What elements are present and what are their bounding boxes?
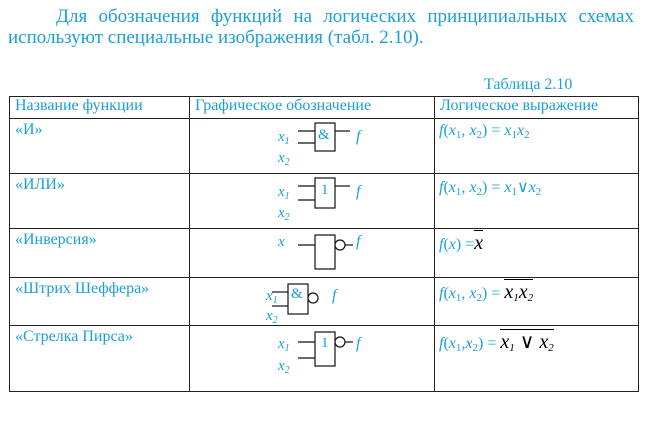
- svg-text:x2: $x_2$: [278, 357, 290, 376]
- gate-symbol-nor: [190, 325, 435, 391]
- table-caption: Таблица 2.10: [484, 76, 573, 93]
- gate-label: 1: [321, 334, 329, 351]
- header-graphic-symbol: Графическое обозначение: [190, 97, 435, 119]
- table-row: [10, 119, 639, 174]
- nor-gate-diagram: [190, 326, 435, 392]
- gate-label: &: [291, 285, 303, 302]
- nand-gate-diagram: [190, 278, 435, 326]
- header-function-name: Название функции: [10, 97, 190, 119]
- expression-and: $f(x_1$, $x_2) = x_1x_2$: [435, 119, 639, 174]
- svg-text:f: f: [356, 233, 361, 251]
- svg-text:f: f: [356, 334, 361, 352]
- svg-text:x2: $x_2$: [278, 205, 290, 224]
- function-name-and: «И»: [10, 119, 190, 174]
- logic-functions-table: [9, 96, 639, 392]
- table-row: [10, 277, 639, 325]
- gate-symbol-and: [190, 119, 435, 174]
- or-gate-diagram: [190, 174, 435, 229]
- expression-or: $f(x_1$, $x_2$) = $x_1\vee x_2$: [435, 174, 639, 229]
- function-name-nor: «Стрелка Пирса»: [10, 325, 190, 391]
- gate-label: 1: [321, 182, 329, 199]
- expression-nor: $f(x_1,x_2) = x_1$ ∨ $x_2$: [435, 325, 639, 391]
- table-row: [10, 174, 639, 229]
- not-gate-diagram: [190, 229, 435, 277]
- svg-text:x1: $x_1$: [278, 129, 290, 148]
- svg-text:f: f: [356, 183, 361, 201]
- table-row: [10, 229, 639, 277]
- header-logic-expression: Логическое выражение: [435, 97, 639, 119]
- function-name-nand: «Штрих Шеффера»: [10, 277, 190, 325]
- expression-not: f(x) =x: [435, 229, 639, 277]
- svg-text:x1: $x_1$: [266, 287, 278, 306]
- svg-text:x2: $x_2$: [278, 150, 290, 169]
- and-gate-diagram: [190, 119, 435, 174]
- svg-text:x1: $x_1$: [278, 184, 290, 203]
- table-header-row: [10, 97, 639, 119]
- table-row: [10, 325, 639, 391]
- svg-text:x1: $x_1$: [278, 335, 290, 354]
- gate-symbol-nand: [190, 277, 435, 325]
- function-name-not: «Инверсия»: [10, 229, 190, 277]
- function-name-or: «ИЛИ»: [10, 174, 190, 229]
- gate-symbol-not: [190, 229, 435, 277]
- gate-symbol-or: [190, 174, 435, 229]
- gate-label: &: [318, 127, 330, 144]
- svg-text:x: x: [278, 234, 285, 251]
- svg-text:x2: $x_2$: [266, 307, 278, 326]
- svg-text:f: f: [332, 286, 337, 304]
- svg-text:f: f: [356, 128, 361, 146]
- expression-nand: $f(x_1$, $x_2) = x_1x_2$: [435, 277, 639, 325]
- intro-paragraph: Для обозначения функций на логических принципиальных схемах используют специальные изображения (табл. 2.10).: [8, 6, 634, 48]
